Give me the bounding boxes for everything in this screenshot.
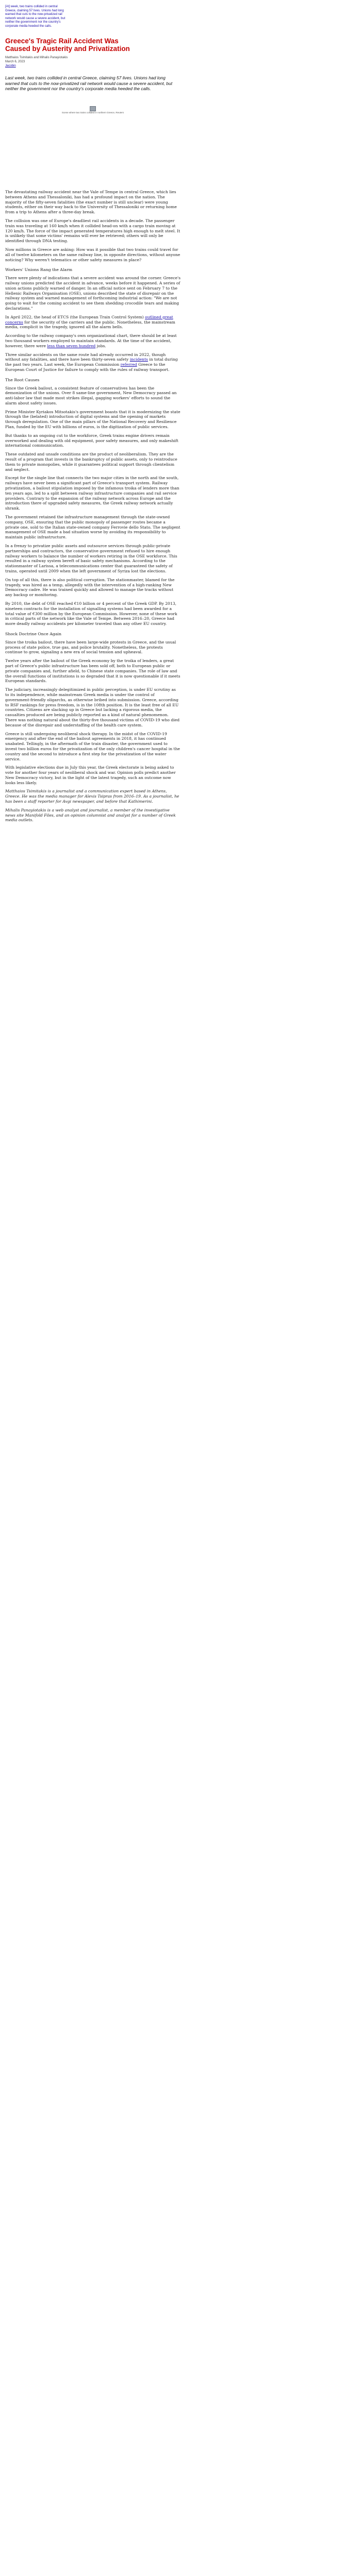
inline-link[interactable]: less than seven hundred [47,343,96,348]
paragraph-text: for the security of the carriers and the public. Nonetheless, the mainstream media, complicit in the tragedy, ignored all the alarm bells. [5,319,175,330]
paragraph-text: in total during the past two years. Last week, the European Commission [5,357,178,367]
paragraph [5,352,180,372]
paragraph: But thanks to an ongoing cut to the workforce, Greek trains engine drivers remain overworked and dealing with old equipment, poor safety measures, and only makeshift international communication. [5,433,178,448]
paragraph: Except for the single line that connects the two major cities in the north and the south, railways have never been a significant part of Greece's transport system. Railway privatization, a bailout stipulation imposed by the infamous troika of lenders more than ten years ago, led to a split between railway infrastructure companies and rail service providers. Contrary to the expansion of the railway network across Europe and the introduction there of upgraded safety measures, the Greek railway network actually shrank. [5,476,179,511]
paragraph [5,333,180,348]
inline-link[interactable]: incidents [129,357,148,362]
paragraph: Since the troika bailout, there have been large-wide protests in Greece, and the usual process of state police, true gas, and police brutality. Nonetheless, the protests continue to grow, signaling a new era of social tension and upheaval. [5,639,176,655]
summary-snippet[interactable]: [At] week, two trains collided in central Greece, claiming 57 lives. Unions had long warned that cuts to the now-privatized rail network would cause a severe accident, but neither the government nor the country's corporate media heeded the calls. [5,5,65,28]
paragraph-text: According to the railway company's own organizational chart, there should be at least two thousand workers employed to maintain standards. At the time of the accident, however, there were [5,333,177,348]
article-title: Greece's Tragic Rail Accident Was Caused by Austerity and Privatization [5,37,130,53]
article-photo [90,106,96,111]
inline-link[interactable]: referred [120,362,137,367]
article-meta [5,56,108,68]
paragraph-text: Three similar accidents on the same route had already occurred in 2022, though without any fatalities, and there have been thirty-seven safety [5,352,166,362]
paragraph-text: In April 2022, the head of ETCS (the European Train Control System) [5,314,145,319]
paragraph: Twelve years after the bailout of the Greek economy by the troika of lenders, a great part of Greece's public infrastructure has been sold off, both to European public or private companies and, further afield, to Chinese state companies. The role of law and the overall functions of institutions is so degraded that it is now questionable if it meets European standards. [5,658,180,684]
paragraph [5,315,180,330]
paragraph: With legislative elections due in July this year, the Greek electorate is being asked to vote for another four years of neoliberal shock and war. Opinion polls predict another New Democracy victory, but in the light of the latest tragedy, such an outcome now looks less likely. [5,765,176,785]
paragraph-text: Greece to the European Court of Justice for failure to comply with the rules of railway transport. [5,362,170,372]
article-body [5,190,180,826]
paragraph: There were plenty of indications that a severe accident was around the corner. Greece's railway unions predicted the accident in advance, weeks before it happened. A series of union actions publicly warned of danger. In an official notice sent on February 7 to the Hellenic Railways Organisation (OSE), unions described the state of disrepair on the railway system and warned management of forthcoming industrial action: "We are not going to wait for the coming accident to see them shedding crocodile tears and making declarations." [5,276,181,311]
inline-link[interactable]: outlined great concerns [5,314,173,325]
article-authors: Matthaios Tsimitakis and Mihalis Panayiotakis [5,56,68,59]
author-bio: Matthaios Tsimitakis is a journalist and a communication expert based in Athens, Greece. He was the media manager for Alexis Tsipras from 2016–19. As a journalist, he has been a staff reporter for Avgi newspaper, and before that Kathimerini. [5,789,179,804]
section-heading: The Root Causes [5,377,40,382]
paragraph: The judiciary, increasingly delegitimized in public perception, is under EU scrutiny as to its independence, while mainstream Greek media is under the control of government-friendly oligarchs, as otherwise bribed into submission. Greece, according to RSF rankings for press freedom, is in the 108th position. It is the least free of all EU countries. Citizens are slacking up in Greece but lacking a rigorous media, the casualties produced are being publicly reported as a kind of natural phenomenon. There was nothing natural about the thirty-five thousand victims of COVID-19 who died because of the disrepair and understaffing of the health care system. [5,687,180,727]
paragraph: These outdated and unsafe conditions are the product of neoliberalism. They are the result of a program that invests in the bankruptcy of public assets, only to reintroduce them to private monopolies, while it guarantees political support through clientelism and neglect. [5,452,177,472]
paragraph: Now millions in Greece are asking: How was it possible that two trains could travel for all of twelve kilometers on the same railway line, in opposite directions, without anyone noticing? Why weren't telematics or other safety measures in place? [5,247,180,262]
author-bio: Mihalis Panayiotakis is a web analyst and journalist, a member of the investigative news site Manifold Files, and an opinion columnist and analyst for a number of Greek media outlets. [5,807,176,823]
section-heading: Workers' Unions Rang the Alarm [5,267,73,273]
article-figure [57,106,129,114]
paragraph: Prime Minister Kyriakos Mitsotakis's government boasts that it is modernizing the state through the (belated) introduction of digital systems and the opening of markets through deregulation. One of the main pillars of the National Recovery and Resilience Plan, funded by the EU with billions of euros, is the digitization of public services. [5,409,180,430]
photo-caption: Scene where two trains collided in northern Greece, Reuters [61,111,124,114]
paragraph-text: jobs. [95,343,106,348]
section-heading: Shock Doctrine Once Again [5,631,62,636]
paragraph: By 2010, the debt of OSE reached €10 billion or 4 percent of the Greek GDP. By 2013, nineteen contracts for the installation of signalling systems had been awarded for a total value of €300 million by the European Commission. However, none of these work in critical parts of the network like the Vale of Tempe. Between 2016–20, Greece had more deadly railway accidents per kilometer traveled than any other EU country. [5,601,177,626]
paragraph: Since the Greek bailout, a consistent feature of conservatives has been the demonization of the unions. Over 8 same-line government, New Democracy passed an anti-labor law that made most strikes illegal, gagging workers' efforts to sound the alarm about safety issues. [5,385,177,405]
paragraph: Greece is still undergoing neoliberal shock therapy. In the midst of the COVID-19 emergency and after the end of the bailout agreements in 2018, it has continued unabated. Tellingly, in the aftermath of the train disaster, the government used to invest two billion euros for the privatization of the only children's cancer hospital in the country and the second to introduce a first step for the privatization of the water service. [5,731,180,761]
paragraph: The government retained the infrastructure management through the state-owned company, OSE, ensuring that the public monopoly of passenger routes became a private one, sold to the Italian state-owned company Ferrovie dello Stato. The negligent management of OSE made a bad situation worse by avoiding its responsibility to maintain public infrastructure. [5,515,180,540]
paragraph: On top of all this, there is also political corruption. The stationmaster, blamed for the tragedy, was hired as a temp, allegedly with the intervention of a high-ranking New Democracy cadre. He was trained quickly and allowed to manage the tracks without any backup or monitoring. [5,577,175,598]
paragraph: In a frenzy to privatize public assets and outsource services through public-private partnerships and contractors, the conservative government refused to hire enough railway workers to balance the number of workers retiring in the OSE workforce. This resulted in a railway system bereft of basic safety mechanisms. According to the stationmaster of Larissa, a telecommunications center that guaranteed the safety of trains, operated until 2009 when the left government of Syriza lost the elections. [5,544,177,573]
paragraph: The devastating railway accident near the Vale of Tempe in central Greece, which lies between Athens and Thessaloniki, has had a profound impact on the nation. The majority of the fifty-seven fatalities (the exact number is still unclear) were young students, either on their way back to the University of Thessaloniki or returning home from a trip to Athens after a three-day break. [5,190,177,215]
article-lede: Last week, two trains collided in central Greece, claiming 57 lives. Unions had long warned that cuts to the now-privatized rail network would cause a severe accident, but neither the government nor the country's corporate media heeded the calls. [5,75,173,92]
paragraph: The collision was one of Europe's deadliest rail accidents in a decade. The passenger train was traveling at 160 km/h when it collided head-on with a cargo train moving at 120 km/h. The force of the impact generated temperatures high enough to melt steel. It is unlikely that some victims' remains will ever be retrieved; others will only be identified through DNA testing. [5,218,180,244]
article-date: March 6, 2023 [5,60,25,63]
publication-link[interactable]: Jacobin [5,64,16,67]
